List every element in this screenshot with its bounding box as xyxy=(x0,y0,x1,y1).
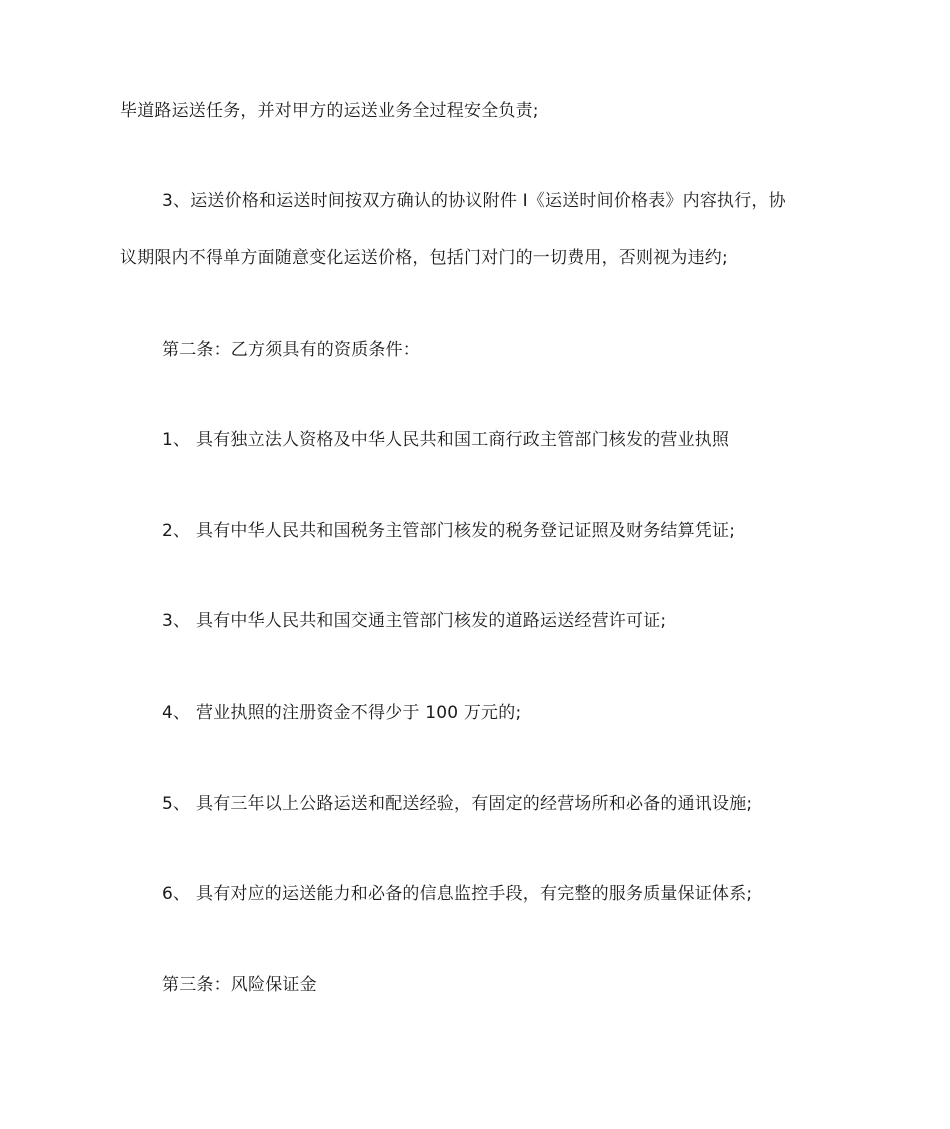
qualification-item-6 xyxy=(162,882,752,906)
item-text: 具有独立法人资格及中华人民共和国工商行政主管部门核发的营业执照 xyxy=(196,430,730,450)
item-number: 3、 xyxy=(162,611,191,631)
item-number: 2、 xyxy=(162,521,191,541)
qualification-item-4 xyxy=(162,701,521,725)
item-text: 具有中华人民共和国交通主管部门核发的道路运送经营许可证; xyxy=(196,611,667,631)
qualification-item-5 xyxy=(162,792,752,816)
paragraph-line-1: 毕道路运送任务，并对甲方的运送业务全过程安全负责; xyxy=(120,101,539,121)
item-number: 6、 xyxy=(162,884,191,904)
qualification-item-1 xyxy=(162,428,729,452)
item-text: 具有中华人民共和国税务主管部门核发的税务登记证照及财务结算凭证; xyxy=(196,521,736,541)
item-text: 具有对应的运送能力和必备的信息监控手段，有完整的服务质量保证体系; xyxy=(196,884,753,904)
article-2-title: 第二条：乙方须具有的资质条件： xyxy=(162,340,420,360)
qualification-item-2 xyxy=(162,519,735,543)
qualification-item-3 xyxy=(162,609,666,633)
item-number: 5、 xyxy=(162,794,191,814)
clause-3-line-2: 议期限内不得单方面随意变化运送价格，包括门对门的一切费用，否则视为违约; xyxy=(120,248,728,268)
article-3-title: 第三条：风险保证金 xyxy=(162,975,317,995)
clause-3-line-1: 3、运送价格和运送时间按双方确认的协议附件 I《运送时间价格表》内容执行，协 xyxy=(162,191,786,211)
item-number: 1、 xyxy=(162,430,191,450)
item-number: 4、 xyxy=(162,703,191,723)
item-text: 具有三年以上公路运送和配送经验，有固定的经营场所和必备的通讯设施; xyxy=(196,794,753,814)
item-text: 营业执照的注册资金不得少于 100 万元的; xyxy=(196,703,522,723)
